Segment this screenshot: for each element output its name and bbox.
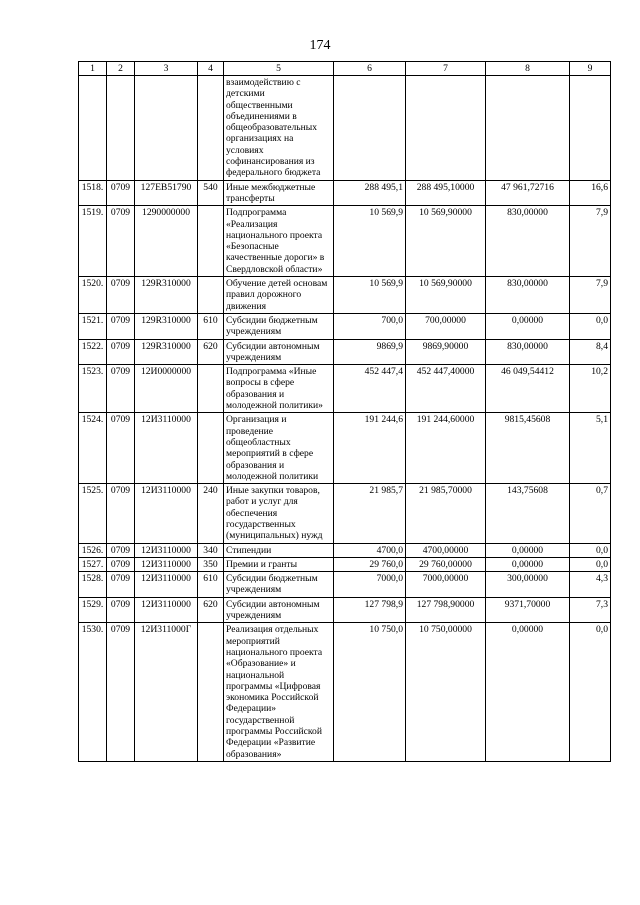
- target-code-cell: 12И3110000: [135, 557, 198, 571]
- expense-type-cell: 350: [198, 557, 224, 571]
- executed-amount-cell: 9815,45608: [486, 413, 570, 484]
- item-name-cell: Субсидии бюджетным учреждениям: [224, 313, 334, 339]
- header-row: [79, 62, 611, 76]
- percent-cell: 7,3: [570, 597, 611, 623]
- plan-amount-cell: 7000,0: [334, 572, 406, 598]
- expense-type-cell: 620: [198, 339, 224, 365]
- executed-amount-cell: 47 961,72716: [486, 180, 570, 206]
- item-name-cell: Премии и гранты: [224, 557, 334, 571]
- row-number-cell: 1526.: [79, 543, 107, 557]
- header-cell: 2: [107, 62, 135, 76]
- header-cell: 4: [198, 62, 224, 76]
- plan-precise-cell: 700,00000: [406, 313, 486, 339]
- table-row: [79, 206, 611, 277]
- plan-precise-cell: 10 569,90000: [406, 206, 486, 277]
- table-row: [79, 339, 611, 365]
- executed-amount-cell: 0,00000: [486, 543, 570, 557]
- item-name-cell: Организация и проведение общеобластных мероприятий в сфере образования и молодежной политики: [224, 413, 334, 484]
- plan-amount-cell: 191 244,6: [334, 413, 406, 484]
- percent-cell: 0,0: [570, 543, 611, 557]
- item-name-cell: Реализация отдельных мероприятий национального проекта «Образование» и национальной программы «Цифровая экономика Российской Федерации» государственной программы Российской Федерации «Развитие образования»: [224, 623, 334, 762]
- expense-type-cell: 240: [198, 484, 224, 543]
- row-number-cell: 1522.: [79, 339, 107, 365]
- target-code-cell: 12И0000000: [135, 365, 198, 413]
- budget-table: [78, 61, 611, 762]
- target-code-cell: 12И3110000: [135, 572, 198, 598]
- plan-precise-cell: 127 798,90000: [406, 597, 486, 623]
- plan-amount-cell: 127 798,9: [334, 597, 406, 623]
- executed-amount-cell: 830,00000: [486, 277, 570, 314]
- plan-precise-cell: 10 750,00000: [406, 623, 486, 762]
- percent-cell: 0,0: [570, 623, 611, 762]
- row-number-cell: 1529.: [79, 597, 107, 623]
- row-number-cell: 1525.: [79, 484, 107, 543]
- section-code-cell: 0709: [107, 557, 135, 571]
- section-code-cell: 0709: [107, 597, 135, 623]
- expense-type-cell: 610: [198, 313, 224, 339]
- plan-precise-cell: 288 495,10000: [406, 180, 486, 206]
- header-cell: 9: [570, 62, 611, 76]
- table-row: [79, 365, 611, 413]
- table-row: [79, 313, 611, 339]
- table-body: [79, 76, 611, 762]
- table-row: [79, 623, 611, 762]
- header-cell: 5: [224, 62, 334, 76]
- table-row: [79, 557, 611, 571]
- plan-precise-cell: 9869,90000: [406, 339, 486, 365]
- row-number-cell: 1518.: [79, 180, 107, 206]
- expense-type-cell: [198, 76, 224, 181]
- section-code-cell: 0709: [107, 484, 135, 543]
- plan-amount-cell: [334, 76, 406, 181]
- target-code-cell: 129R310000: [135, 277, 198, 314]
- expense-type-cell: [198, 413, 224, 484]
- percent-cell: 0,0: [570, 557, 611, 571]
- table-row: [79, 543, 611, 557]
- section-code-cell: 0709: [107, 413, 135, 484]
- percent-cell: 7,9: [570, 206, 611, 277]
- row-number-cell: [79, 76, 107, 181]
- target-code-cell: 12И3110000: [135, 597, 198, 623]
- header-cell: 8: [486, 62, 570, 76]
- target-code-cell: 1290000000: [135, 206, 198, 277]
- percent-cell: [570, 76, 611, 181]
- section-code-cell: [107, 76, 135, 181]
- table-row: [79, 572, 611, 598]
- row-number-cell: 1524.: [79, 413, 107, 484]
- target-code-cell: 12И3110000: [135, 484, 198, 543]
- section-code-cell: 0709: [107, 180, 135, 206]
- plan-precise-cell: 29 760,00000: [406, 557, 486, 571]
- percent-cell: 0,7: [570, 484, 611, 543]
- target-code-cell: 12И3110000: [135, 413, 198, 484]
- table-row: [79, 413, 611, 484]
- table-row: [79, 180, 611, 206]
- plan-precise-cell: [406, 76, 486, 181]
- plan-amount-cell: 10 750,0: [334, 623, 406, 762]
- expense-type-cell: [198, 365, 224, 413]
- row-number-cell: 1530.: [79, 623, 107, 762]
- section-code-cell: 0709: [107, 277, 135, 314]
- plan-amount-cell: 21 985,7: [334, 484, 406, 543]
- item-name-cell: Обучение детей основам правил дорожного движения: [224, 277, 334, 314]
- plan-precise-cell: 7000,00000: [406, 572, 486, 598]
- executed-amount-cell: 143,75608: [486, 484, 570, 543]
- section-code-cell: 0709: [107, 339, 135, 365]
- row-number-cell: 1527.: [79, 557, 107, 571]
- plan-amount-cell: 10 569,9: [334, 277, 406, 314]
- plan-amount-cell: 288 495,1: [334, 180, 406, 206]
- expense-type-cell: [198, 277, 224, 314]
- percent-cell: 16,6: [570, 180, 611, 206]
- plan-amount-cell: 700,0: [334, 313, 406, 339]
- item-name-cell: взаимодействию с детскими общественными объединениями в общеобразовательных организациях на условиях софинансирования из федерального бюджета: [224, 76, 334, 181]
- expense-type-cell: [198, 206, 224, 277]
- expense-type-cell: 540: [198, 180, 224, 206]
- section-code-cell: 0709: [107, 313, 135, 339]
- header-cell: 7: [406, 62, 486, 76]
- percent-cell: 4,3: [570, 572, 611, 598]
- item-name-cell: Иные межбюджетные трансферты: [224, 180, 334, 206]
- plan-precise-cell: 191 244,60000: [406, 413, 486, 484]
- plan-precise-cell: 4700,00000: [406, 543, 486, 557]
- target-code-cell: 127EB51790: [135, 180, 198, 206]
- executed-amount-cell: [486, 76, 570, 181]
- expense-type-cell: 610: [198, 572, 224, 598]
- percent-cell: 10,2: [570, 365, 611, 413]
- executed-amount-cell: 0,00000: [486, 557, 570, 571]
- item-name-cell: Подпрограмма «Иные вопросы в сфере образования и молодежной политики»: [224, 365, 334, 413]
- target-code-cell: 129R310000: [135, 339, 198, 365]
- plan-amount-cell: 452 447,4: [334, 365, 406, 413]
- percent-cell: 7,9: [570, 277, 611, 314]
- plan-precise-cell: 452 447,40000: [406, 365, 486, 413]
- plan-amount-cell: 29 760,0: [334, 557, 406, 571]
- item-name-cell: Иные закупки товаров, работ и услуг для обеспечения государственных (муниципальных) нужд: [224, 484, 334, 543]
- header-cell: 3: [135, 62, 198, 76]
- item-name-cell: Подпрограмма «Реализация национального проекта «Безопасные качественные дороги» в Свердловской области»: [224, 206, 334, 277]
- section-code-cell: 0709: [107, 572, 135, 598]
- executed-amount-cell: 9371,70000: [486, 597, 570, 623]
- target-code-cell: 12И311000Г: [135, 623, 198, 762]
- executed-amount-cell: 46 049,54412: [486, 365, 570, 413]
- section-code-cell: 0709: [107, 206, 135, 277]
- expense-type-cell: 340: [198, 543, 224, 557]
- row-number-cell: 1520.: [79, 277, 107, 314]
- executed-amount-cell: 0,00000: [486, 623, 570, 762]
- header-cell: 6: [334, 62, 406, 76]
- item-name-cell: Субсидии автономным учреждениям: [224, 597, 334, 623]
- target-code-cell: 12И3110000: [135, 543, 198, 557]
- table-row: [79, 597, 611, 623]
- page-number: 174: [309, 38, 331, 53]
- section-code-cell: 0709: [107, 365, 135, 413]
- target-code-cell: 129R310000: [135, 313, 198, 339]
- target-code-cell: [135, 76, 198, 181]
- item-name-cell: Субсидии автономным учреждениям: [224, 339, 334, 365]
- expense-type-cell: 620: [198, 597, 224, 623]
- section-code-cell: 0709: [107, 543, 135, 557]
- row-number-cell: 1519.: [79, 206, 107, 277]
- executed-amount-cell: 830,00000: [486, 339, 570, 365]
- expense-type-cell: [198, 623, 224, 762]
- percent-cell: 5,1: [570, 413, 611, 484]
- item-name-cell: Субсидии бюджетным учреждениям: [224, 572, 334, 598]
- item-name-cell: Стипендии: [224, 543, 334, 557]
- table-row: [79, 277, 611, 314]
- table-row: [79, 76, 611, 181]
- row-number-cell: 1523.: [79, 365, 107, 413]
- row-number-cell: 1521.: [79, 313, 107, 339]
- plan-precise-cell: 10 569,90000: [406, 277, 486, 314]
- plan-amount-cell: 9869,9: [334, 339, 406, 365]
- table-row: [79, 484, 611, 543]
- row-number-cell: 1528.: [79, 572, 107, 598]
- percent-cell: 0,0: [570, 313, 611, 339]
- section-code-cell: 0709: [107, 623, 135, 762]
- header-cell: 1: [79, 62, 107, 76]
- executed-amount-cell: 300,00000: [486, 572, 570, 598]
- plan-precise-cell: 21 985,70000: [406, 484, 486, 543]
- percent-cell: 8,4: [570, 339, 611, 365]
- plan-amount-cell: 4700,0: [334, 543, 406, 557]
- executed-amount-cell: 0,00000: [486, 313, 570, 339]
- executed-amount-cell: 830,00000: [486, 206, 570, 277]
- plan-amount-cell: 10 569,9: [334, 206, 406, 277]
